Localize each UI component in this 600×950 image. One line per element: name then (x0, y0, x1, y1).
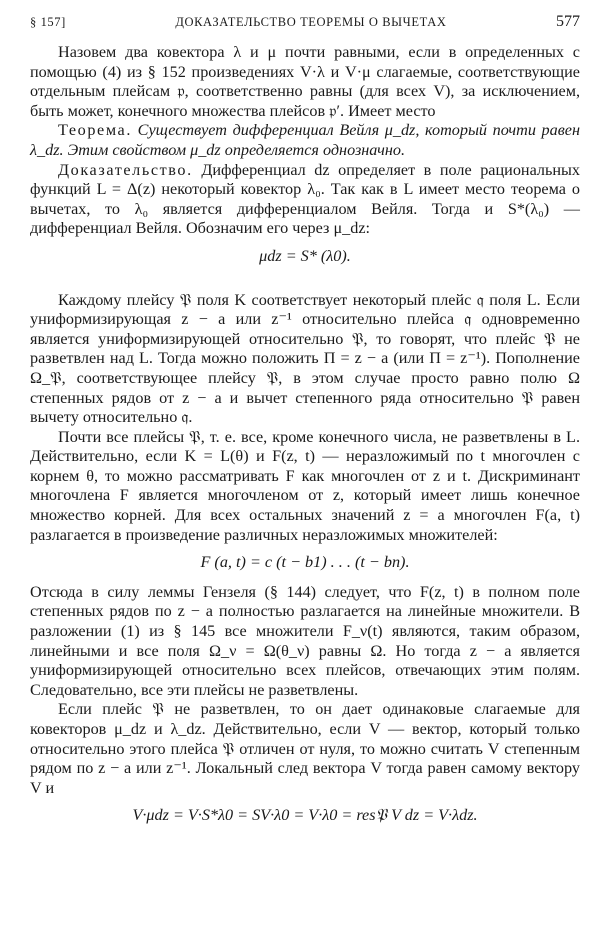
book-page (30, 12, 580, 836)
paragraph-unramified: Каждому плейсу 𝔓 поля K соответствует некоторый плейс 𝔮 поля L. Если униформизирующая z − a или z⁻¹ относительно плейса 𝔮 одновременно является униформизирующей относительно 𝔓, то говорят, что плейс 𝔓 не разветвлен над L. Тогда можно положить Π = z − a (или Π = z⁻¹). Пополнение Ω_𝔓, соответствующее плейсу 𝔓, в этом случае просто равно полю Ω степенных рядов от z − a и вычет степенного ряда относительно 𝔓 равен вычету относительно 𝔮. (30, 290, 580, 427)
proof-label: Доказательство. (58, 160, 193, 179)
theorem (30, 121, 580, 160)
page-number: 577 (555, 13, 580, 30)
formula-mu-dz: μdz = S* (λ0). (259, 246, 351, 265)
running-title: ДОКАЗАТЕЛЬСТВО ТЕОРЕМЫ О ВЫЧЕТАХ (175, 15, 447, 29)
theorem-label: Теорема. (58, 121, 132, 140)
paragraph-almost-all: Почти все плейсы 𝔓, т. е. все, кроме конечного числа, не разветвлены в L. Действительно, если K = L(θ) и F(z, t) — неразложимый по t многочлен с корнем θ, то можно рассматривать F как многочлен от z и t. Дискриминант многочлена F является многочленом от z, который имеет лишь конечное множество корней. Для всех остальных значений z = a многочлен F(a, t) разлагается в произведение различных неразложимых множителей: (30, 427, 580, 544)
section-ref: § 157] (30, 15, 66, 29)
paragraph-equal-terms: Если плейс 𝔓 не разветвлен, то он дает одинаковые слагаемые для ковекторов μ_dz и λ_dz. Действительно, если V — вектор, который только относительно этого плейса 𝔓 отличен от нуля, то можно считать V степенным рядом по z − a или z⁻¹. Локальный след вектора V тогда равен самому вектору V и (30, 700, 580, 797)
formula-factorization: F (a, t) = c (t − b1) . . . (t − bn). (200, 553, 410, 572)
theorem-text: Существует дифференциал Вейля μ_dz, который почти равен λ_dz. Этим свойством μ_dz определяется однозначно. (30, 121, 580, 159)
paragraph-hensel: Отсюда в силу леммы Гензеля (§ 144) следует, что F(z, t) в полном поле степенных рядов по z − a полностью разлагается на линейные множители. В разложении (1) из § 145 все множители F_ν(t) являются, таким образом, линейными и все поля Ω_ν = Ω(θ_ν) равны Ω. Но тогда z − a является униформизирующей относительно всех плейсов, отвечающих этим полям. Следовательно, все эти плейсы не разветвлены. (30, 582, 580, 699)
formula-trace: V·μdz = V·S*λ0 = SV·λ0 = V·λ0 = res𝔓 V dz = V·λdz. (132, 806, 478, 825)
proof-text: Дифференциал dz определяет в поле рациональных функций L = Δ(z) некоторый ковектор λ₀. Так как в L имеет место теорема о вычетах, то λ₀ является дифференциалом Вейля. Тогда и S*(λ₀) — дифференциал Вейля. Обозначим его через μ_dz: (30, 160, 580, 238)
spacer (30, 277, 580, 291)
running-header (30, 12, 580, 34)
proof (30, 161, 580, 239)
paragraph-definition: Назовем два ковектора λ и μ почти равными, если в определенных с помощью (4) из § 152 произведениях V·λ и V·μ слагаемые, соответствующие отдельным плейсам 𝔭, соответственно равны (для всех V), за исключением, быть может, конечного множества плейсов 𝔭′. Имеет место (30, 43, 580, 120)
